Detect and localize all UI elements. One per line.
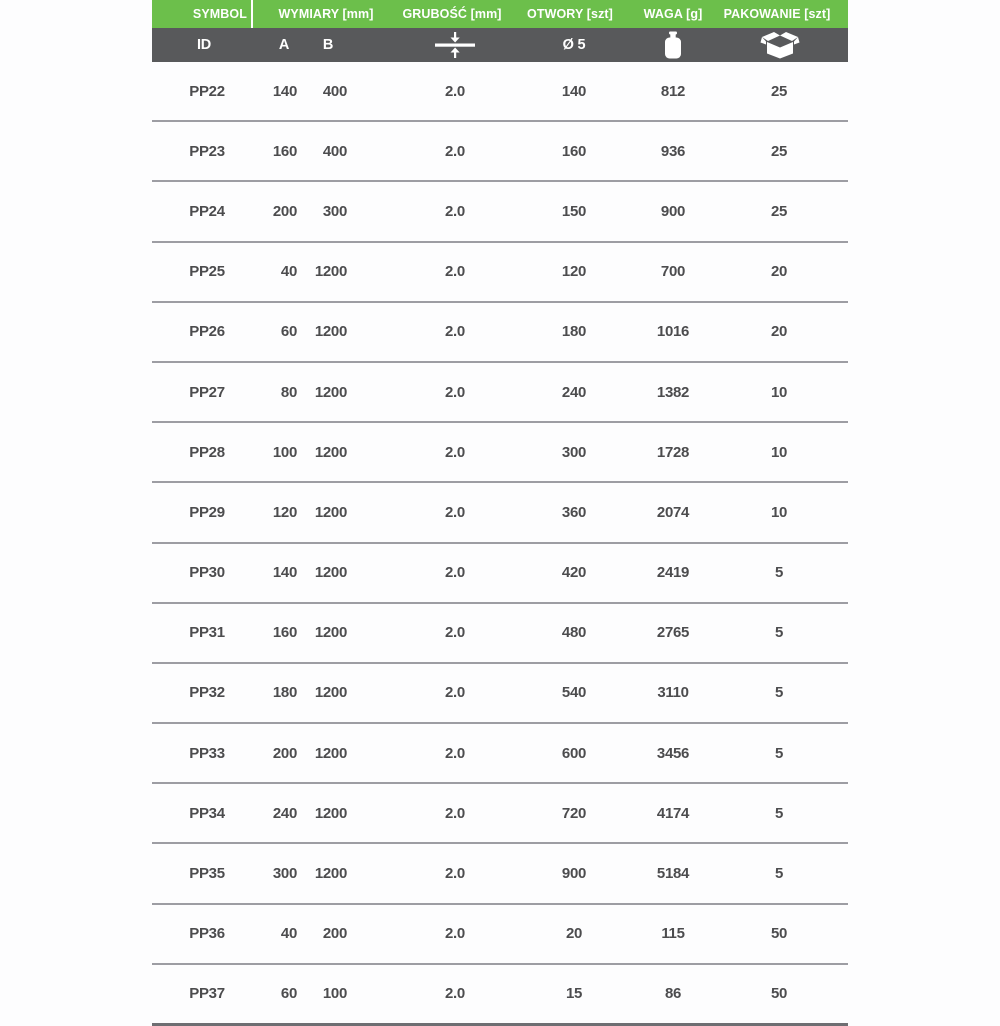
cell-symbol-id: PP34	[189, 804, 225, 822]
cell-thickness: 2.0	[445, 985, 465, 1003]
cell-thickness: 2.0	[445, 142, 465, 160]
cell-thickness: 2.0	[445, 323, 465, 341]
cell-dimension-b: 1200	[314, 624, 347, 642]
cell-dimension-b: 1200	[314, 564, 347, 582]
cell-weight: 700	[660, 263, 686, 281]
cell-holes: 540	[561, 684, 587, 702]
cell-packaging: 5	[774, 865, 784, 883]
cell-dimension-b: 1200	[314, 263, 347, 281]
cell-weight: 1382	[656, 383, 690, 401]
cell-thickness: 2.0	[445, 564, 465, 582]
table-row	[152, 844, 848, 904]
cell-symbol-id: PP30	[189, 564, 225, 582]
cell-symbol-id: PP24	[189, 202, 225, 220]
table-subheader-dark	[152, 28, 848, 62]
cell-holes: 480	[561, 624, 587, 642]
cell-holes: 15	[565, 985, 583, 1003]
table-row	[152, 122, 848, 182]
cell-packaging: 5	[774, 564, 784, 582]
cell-dimension-b: 1200	[314, 323, 347, 341]
cell-holes: 150	[561, 202, 587, 220]
cell-holes: 720	[561, 804, 587, 822]
cell-dimension-b: 1200	[314, 865, 347, 883]
cell-weight: 5184	[656, 865, 690, 883]
cell-holes: 120	[561, 263, 587, 281]
cell-dimension-a: 140	[272, 82, 297, 100]
subheader-a: A	[278, 37, 290, 53]
cell-packaging: 20	[770, 263, 788, 281]
cell-dimension-b: 1200	[314, 443, 347, 461]
cell-packaging: 5	[774, 744, 784, 762]
open-box-icon	[720, 28, 840, 62]
cell-dimension-a: 140	[272, 564, 297, 582]
product-spec-table	[152, 0, 848, 1026]
cell-dimension-a: 160	[272, 142, 297, 160]
cell-symbol-id: PP33	[189, 744, 225, 762]
cell-holes: 240	[561, 383, 587, 401]
cell-thickness: 2.0	[445, 202, 465, 220]
header-divider	[251, 0, 253, 28]
cell-thickness: 2.0	[445, 383, 465, 401]
cell-symbol-id: PP29	[189, 503, 225, 521]
cell-packaging: 25	[770, 142, 788, 160]
cell-packaging: 10	[770, 383, 788, 401]
thickness-compress-icon	[395, 28, 515, 62]
table-row	[152, 303, 848, 363]
cell-packaging: 5	[774, 804, 784, 822]
cell-symbol-id: PP31	[189, 624, 225, 642]
table-row	[152, 784, 848, 844]
cell-symbol-id: PP27	[189, 383, 225, 401]
cell-dimension-b: 1200	[314, 503, 347, 521]
table-body	[152, 62, 848, 1026]
header-waga: WAGA [g]	[643, 7, 703, 21]
cell-symbol-id: PP22	[189, 82, 225, 100]
table-row	[152, 423, 848, 483]
table-row	[152, 182, 848, 242]
cell-dimension-b: 300	[322, 202, 347, 220]
cell-dimension-a: 60	[280, 985, 297, 1003]
cell-holes: 20	[565, 925, 583, 943]
cell-weight: 115	[661, 925, 685, 943]
cell-thickness: 2.0	[445, 804, 465, 822]
header-pakowanie: PAKOWANIE [szt]	[723, 7, 831, 21]
cell-symbol-id: PP37	[189, 985, 225, 1003]
cell-dimension-b: 400	[322, 82, 347, 100]
cell-weight: 4174	[656, 804, 690, 822]
table-row	[152, 62, 848, 122]
cell-packaging: 20	[770, 323, 788, 341]
cell-weight: 3110	[657, 684, 689, 702]
cell-weight: 86	[664, 985, 682, 1003]
cell-symbol-id: PP23	[189, 142, 225, 160]
subheader-holes-diameter: Ø 5	[562, 37, 586, 53]
cell-packaging: 5	[774, 624, 784, 642]
cell-dimension-b: 1200	[314, 804, 347, 822]
cell-dimension-a: 60	[280, 323, 297, 341]
cell-weight: 2419	[656, 564, 690, 582]
cell-holes: 360	[561, 503, 587, 521]
cell-dimension-a: 200	[272, 202, 297, 220]
cell-holes: 300	[561, 443, 587, 461]
cell-thickness: 2.0	[445, 263, 465, 281]
cell-weight: 900	[660, 202, 686, 220]
table-row	[152, 483, 848, 543]
cell-dimension-b: 1200	[314, 383, 347, 401]
cell-thickness: 2.0	[445, 684, 465, 702]
cell-holes: 140	[561, 82, 587, 100]
cell-dimension-a: 40	[280, 925, 297, 943]
table-header-green	[152, 0, 848, 28]
cell-packaging: 50	[770, 985, 788, 1003]
cell-packaging: 10	[770, 443, 788, 461]
cell-dimension-a: 180	[272, 684, 297, 702]
cell-dimension-b: 1200	[314, 744, 347, 762]
cell-packaging: 50	[770, 925, 788, 943]
cell-thickness: 2.0	[445, 744, 465, 762]
cell-dimension-b: 200	[322, 925, 347, 943]
cell-holes: 600	[561, 744, 587, 762]
cell-dimension-a: 80	[280, 383, 297, 401]
cell-packaging: 10	[770, 503, 788, 521]
cell-thickness: 2.0	[445, 82, 465, 100]
cell-dimension-a: 200	[272, 744, 297, 762]
cell-symbol-id: PP28	[189, 443, 225, 461]
table-row	[152, 724, 848, 784]
cell-thickness: 2.0	[445, 624, 465, 642]
cell-dimension-b: 1200	[314, 684, 347, 702]
cell-symbol-id: PP32	[189, 684, 225, 702]
table-row	[152, 905, 848, 965]
cell-packaging: 5	[774, 684, 784, 702]
cell-weight: 1016	[656, 323, 690, 341]
cell-dimension-a: 100	[272, 443, 297, 461]
cell-weight: 812	[660, 82, 686, 100]
cell-weight: 3456	[656, 744, 690, 762]
table-row	[152, 363, 848, 423]
table-row	[152, 604, 848, 664]
cell-dimension-a: 120	[272, 503, 297, 521]
cell-dimension-a: 40	[280, 263, 297, 281]
cell-packaging: 25	[770, 82, 788, 100]
cell-thickness: 2.0	[445, 925, 465, 943]
header-symbol: SYMBOL	[192, 7, 247, 21]
cell-thickness: 2.0	[445, 865, 465, 883]
cell-dimension-a: 240	[272, 804, 297, 822]
header-otwory: OTWORY [szt]	[527, 7, 613, 21]
cell-symbol-id: PP35	[189, 865, 225, 883]
cell-dimension-b: 400	[322, 142, 347, 160]
header-grubosc: GRUBOŚĆ [mm]	[402, 7, 502, 21]
cell-thickness: 2.0	[445, 503, 465, 521]
cell-dimension-b: 100	[322, 985, 347, 1003]
table-row	[152, 664, 848, 724]
cell-holes: 420	[561, 564, 587, 582]
cell-weight: 2765	[656, 624, 690, 642]
cell-weight: 2074	[656, 503, 690, 521]
cell-holes: 180	[561, 323, 587, 341]
table-row	[152, 965, 848, 1026]
subheader-id: ID	[196, 37, 212, 53]
cell-weight: 936	[660, 142, 686, 160]
table-row	[152, 544, 848, 604]
cell-holes: 900	[561, 865, 587, 883]
cell-symbol-id: PP36	[189, 925, 225, 943]
weight-icon	[613, 28, 733, 62]
cell-symbol-id: PP25	[189, 263, 225, 281]
table-row	[152, 243, 848, 303]
header-wymiary: WYMIARY [mm]	[278, 7, 374, 21]
cell-packaging: 25	[770, 202, 788, 220]
cell-weight: 1728	[656, 443, 690, 461]
subheader-b: B	[322, 37, 334, 53]
cell-thickness: 2.0	[445, 443, 465, 461]
cell-dimension-a: 160	[272, 624, 297, 642]
cell-symbol-id: PP26	[189, 323, 225, 341]
cell-holes: 160	[561, 142, 587, 160]
cell-dimension-a: 300	[272, 865, 297, 883]
